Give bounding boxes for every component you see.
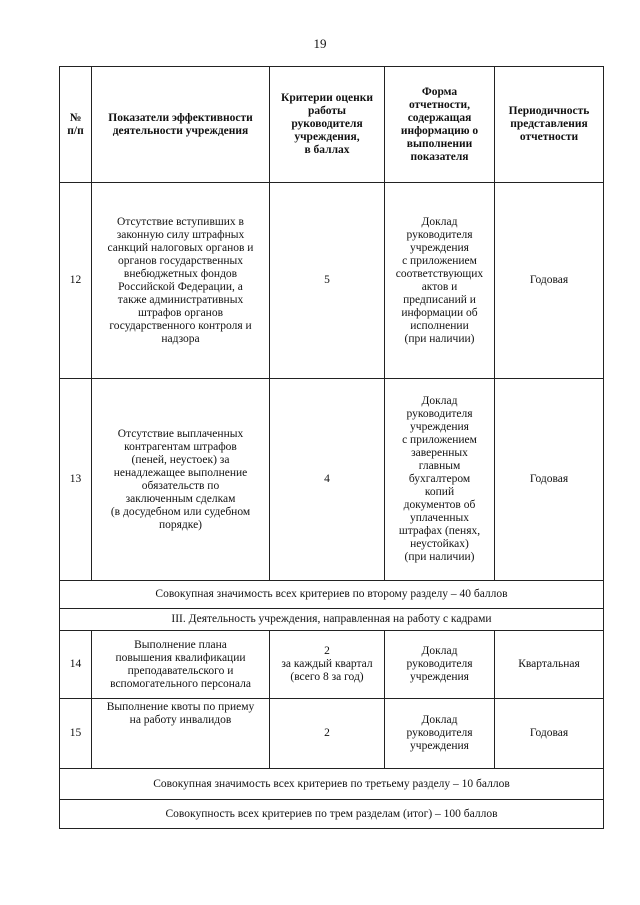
- row-form: Доклад руководителя учреждения с приложением заверенных главным бухгалтером копий документов об уплаченных штрафах (пенях, неустойках) (при наличии): [385, 379, 495, 581]
- row-criteria: 2: [270, 699, 385, 769]
- row-num: 12: [60, 183, 92, 379]
- row-period: Годовая: [495, 183, 604, 379]
- row-num: 14: [60, 631, 92, 699]
- table-header-row: [60, 67, 604, 183]
- header-period: Периодичность представления отчетности: [495, 67, 604, 183]
- row-indicator: Отсутствие вступивших в законную силу штрафных санкций налоговых органов и органов государственных внебюджетных фондов Российской Федерации, а также административных штрафов органов государственного контроля и надзора: [92, 183, 270, 379]
- table-row: [60, 379, 604, 581]
- header-num: № п/п: [60, 67, 92, 183]
- page-number: 19: [313, 36, 327, 51]
- header-indicator: Показатели эффективности деятельности учреждения: [92, 67, 270, 183]
- summary-section3: Совокупная значимость всех критериев по третьему разделу – 10 баллов: [60, 769, 604, 800]
- row-form: Доклад руководителя учреждения: [385, 631, 495, 699]
- row-criteria: 2 за каждый квартал (всего 8 за год): [270, 631, 385, 699]
- row-criteria: 4: [270, 379, 385, 581]
- summary-row-section2: [60, 581, 604, 609]
- summary-row-total: [60, 800, 604, 829]
- row-form: Доклад руководителя учреждения с приложением соответствующих актов и предписаний и информации об исполнении (при наличии): [385, 183, 495, 379]
- section3-title: III. Деятельность учреждения, направленная на работу с кадрами: [60, 609, 604, 631]
- row-indicator: Выполнение квоты по приему на работу инвалидов: [92, 699, 270, 769]
- criteria-table: [59, 66, 604, 829]
- section3-title-row: [60, 609, 604, 631]
- table-row: [60, 183, 604, 379]
- row-criteria: 5: [270, 183, 385, 379]
- table-row: [60, 631, 604, 699]
- header-criteria: Критерии оценки работы руководителя учреждения, в баллах: [270, 67, 385, 183]
- row-period: Квартальная: [495, 631, 604, 699]
- row-form: Доклад руководителя учреждения: [385, 699, 495, 769]
- summary-section2: Совокупная значимость всех критериев по второму разделу – 40 баллов: [60, 581, 604, 609]
- row-period: Годовая: [495, 699, 604, 769]
- row-num: 15: [60, 699, 92, 769]
- table-row: [60, 699, 604, 769]
- row-period: Годовая: [495, 379, 604, 581]
- summary-row-section3: [60, 769, 604, 800]
- header-form: Форма отчетности, содержащая информацию о выполнении показателя: [385, 67, 495, 183]
- row-num: 13: [60, 379, 92, 581]
- row-indicator: Выполнение плана повышения квалификации преподавательского и вспомогательного персонала: [92, 631, 270, 699]
- summary-total: Совокупность всех критериев по трем разделам (итог) – 100 баллов: [60, 800, 604, 829]
- row-indicator: Отсутствие выплаченных контрагентам штрафов (пеней, неустоек) за ненадлежащее выполнение обязательств по заключенным сделкам (в досудебном или судебном порядке): [92, 379, 270, 581]
